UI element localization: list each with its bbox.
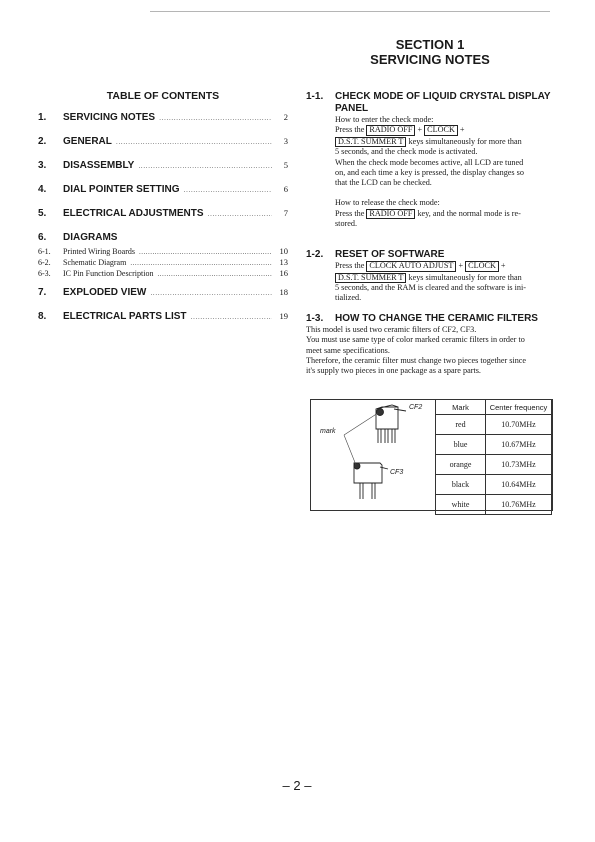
section-title: SERVICING NOTES (370, 52, 490, 67)
section-1-2-heading: 1-2. RESET OF SOFTWARE (306, 249, 445, 260)
key-clock-auto-adjust: CLOCK AUTO ADJUST (366, 261, 456, 272)
mark-label: mark (320, 428, 336, 435)
section-number: SECTION 1 (395, 37, 465, 52)
table-row: orange 10.73MHz (436, 455, 552, 475)
cf2-component (376, 405, 406, 443)
toc-subentry[interactable]: 6-2. Schematic Diagram ..... 13 (38, 257, 288, 268)
key-clock: CLOCK (465, 261, 499, 272)
page-number: – 2 – (282, 778, 312, 793)
section-1-2 (306, 249, 552, 304)
toc-entry[interactable]: 3. DISASSEMBLY ..... 5 (38, 160, 288, 174)
table-row: red 10.70MHz (436, 415, 552, 435)
toc-subentry[interactable]: 6-3. IC Pin Function Description ..... 16 (38, 268, 288, 279)
col-mark: Mark (436, 400, 486, 415)
key-radio-off: RADIO OFF (366, 209, 415, 220)
cf3-component (354, 463, 388, 499)
col-center-frequency: Center frequency (486, 400, 552, 415)
section-1-1 (306, 91, 552, 230)
toc-entry[interactable]: 7. EXPLODED VIEW ..... 18 (38, 287, 288, 301)
toc-entry[interactable]: 8. ELECTRICAL PARTS LIST ..... 19 (38, 311, 288, 325)
section-1-3-heading: 1-3. HOW TO CHANGE THE CERAMIC FILTERS (306, 313, 538, 324)
section-1-3-body: This model is used two ceramic filters of CF2, CF3. You must use same type of color marked ceramic filters in order to meet same specifications. Therefore, the ceramic filter must change two pieces together since it's supply two pieces in one package as a spare parts. (306, 325, 527, 376)
filter-frequency-table (435, 399, 552, 515)
toc-entry[interactable]: 6. DIAGRAMS (38, 232, 118, 243)
toc-title: TABLE OF CONTENTS (106, 90, 220, 102)
toc-entry[interactable]: 4. DIAL POINTER SETTING ..... 6 (38, 184, 288, 198)
mark-leader-lines (344, 413, 378, 465)
table-row: blue 10.67MHz (436, 435, 552, 455)
table-header-row (436, 400, 552, 415)
cf3-mark-dot (354, 463, 360, 469)
toc-subentry[interactable]: 6-1. Printed Wiring Boards ..... 10 (38, 246, 288, 257)
section-1-3 (306, 313, 552, 376)
cf2-label: CF2 (409, 404, 423, 411)
toc-entry[interactable]: 5. ELECTRICAL ADJUSTMENTS ..... 7 (38, 208, 288, 222)
section-1-1-heading: 1-1. CHECK MODE OF LIQUID CRYSTAL DISPLAY PANEL (306, 91, 551, 114)
section-heading (330, 37, 530, 67)
section-1-2-body: Press the CLOCK AUTO ADJUST + CLOCK + D.S.T. SUMMER T keys simultaneously for more than 5 seconds, and the RAM is cleared and the software is ini- tialized. (335, 261, 526, 303)
cf3-label: CF3 (390, 469, 404, 476)
table-row: white 10.76MHz (436, 495, 552, 515)
key-radio-off: RADIO OFF (366, 125, 415, 136)
key-dst-summer: D.S.T. SUMMER T (335, 137, 406, 148)
toc-entry[interactable]: 1. SERVICING NOTES ..... 2 (38, 112, 288, 126)
ceramic-filter-illustration (310, 399, 435, 509)
section-1-1-body: How to enter the check mode: Press the RADIO OFF + CLOCK + D.S.T. SUMMER T keys simultaneously for more than 5 seconds, and the check mode is activated. When the check mode becomes active, all LCD are tuned on, and each time a key is pressed, the display changes so that the LCD can be checked. How to release the check mode: Press the RADIO OFF key, and the normal mode is re- stored. (335, 115, 524, 229)
table-row: black 10.64MHz (436, 475, 552, 495)
cf2-mark-dot (377, 409, 384, 416)
toc-entry[interactable]: 2. GENERAL ..... 3 (38, 136, 288, 150)
key-dst-summer: D.S.T. SUMMER T (335, 273, 406, 284)
table-of-contents (38, 90, 288, 325)
key-clock: CLOCK (424, 125, 458, 136)
top-rule (150, 11, 550, 12)
